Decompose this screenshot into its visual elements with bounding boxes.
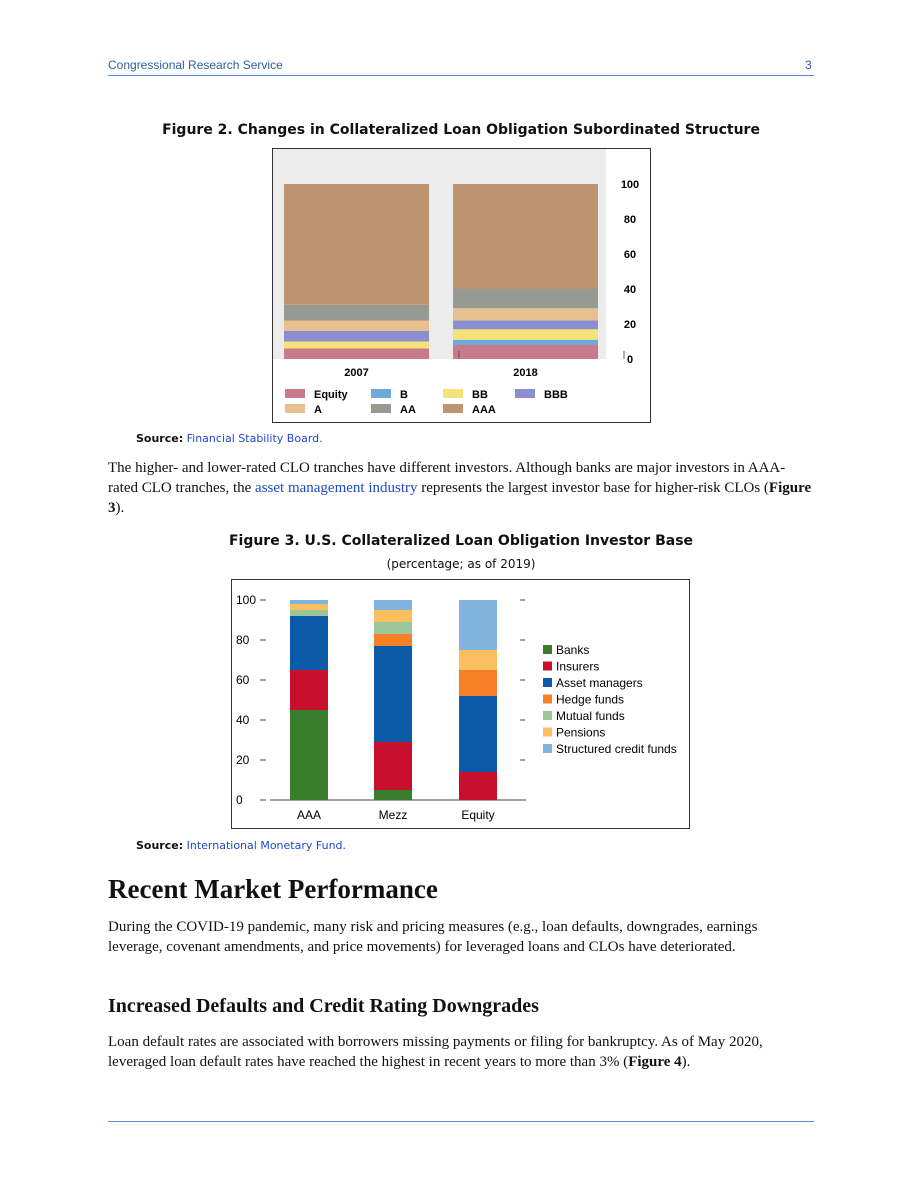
x-tick-label: Equity bbox=[461, 808, 495, 822]
bar-2007-bbb bbox=[284, 331, 429, 342]
legend-swatch-aaa bbox=[443, 404, 463, 413]
bar-equity-structured-credit-funds bbox=[459, 600, 497, 650]
figure2-title: Figure 2. Changes in Collateralized Loan Obligation Subordinated Structure bbox=[162, 122, 760, 138]
figure3-title: Figure 3. U.S. Collateralized Loan Obligation Investor Base bbox=[228, 533, 694, 549]
y-tick-label: 100 bbox=[620, 179, 640, 191]
x-tick-label: Mezz bbox=[378, 808, 408, 822]
y-tick-label: 20 bbox=[236, 753, 250, 767]
legend-swatch-equity bbox=[285, 389, 305, 398]
bar-aaa-pensions bbox=[290, 604, 328, 610]
bar-equity-hedge-funds bbox=[459, 670, 497, 696]
legend-swatch-aa bbox=[371, 404, 391, 413]
bar-2018-b bbox=[453, 340, 598, 345]
bar-2018-bb bbox=[453, 329, 598, 340]
bar-aaa-banks bbox=[290, 710, 328, 800]
figure2-source-label: Source: bbox=[136, 432, 184, 445]
bar-mezz-insurers bbox=[374, 742, 412, 790]
paragraph-defaults bbox=[108, 1032, 814, 1072]
paragraph-market: During the COVID-19 pandemic, many risk and pricing measures (e.g., loan defaults, downgrades, earnings leverage, covenant amendments, and price movements) for leveraged loans and CLOs have deteriorated. bbox=[108, 919, 758, 955]
legend-label: Pensions bbox=[556, 725, 606, 740]
x-tick-label: AAA bbox=[296, 808, 322, 822]
paragraph-investors bbox=[108, 458, 814, 518]
legend-swatch-structured-credit-funds bbox=[543, 744, 552, 753]
legend-label: AA bbox=[400, 404, 416, 416]
figure2-source bbox=[136, 432, 323, 445]
legend-label: Equity bbox=[314, 389, 348, 401]
legend-label: B bbox=[400, 389, 408, 401]
bar-aaa-structured-credit-funds bbox=[290, 600, 328, 604]
header-org: Congressional Research Service bbox=[108, 58, 283, 72]
y-tick-label: 80 bbox=[623, 214, 637, 226]
page-number: 3 bbox=[805, 58, 812, 72]
legend-swatch-pensions bbox=[543, 728, 552, 737]
legend-label: Banks bbox=[556, 643, 590, 657]
bar-2007-bb bbox=[284, 342, 429, 349]
bar-mezz-pensions bbox=[374, 610, 412, 622]
legend-swatch-bb bbox=[443, 389, 463, 398]
bar-2018-bbb bbox=[453, 321, 598, 330]
figure2-source-link[interactable]: Financial Stability Board. bbox=[186, 432, 323, 445]
y-tick-label: 20 bbox=[623, 319, 637, 331]
legend-label: BBB bbox=[544, 389, 568, 401]
legend-label: A bbox=[314, 404, 322, 416]
legend-label: BB bbox=[472, 389, 488, 401]
bar-2007-aaa bbox=[284, 184, 429, 305]
legend-swatch-bbb bbox=[515, 389, 535, 398]
bar-2018-equity bbox=[453, 345, 598, 359]
y-tick-label: 100 bbox=[236, 593, 257, 607]
y-tick-label: 0 bbox=[236, 793, 243, 807]
bar-2018-a bbox=[453, 308, 598, 320]
figure3-subtitle: (percentage; as of 2019) bbox=[386, 557, 536, 571]
x-tick-label: 2018 bbox=[513, 367, 538, 379]
bar-mezz-hedge-funds bbox=[374, 634, 412, 646]
bar-equity-pensions bbox=[459, 650, 497, 670]
figure3-reference: Figure 3 bbox=[108, 480, 812, 516]
asset-management-link[interactable]: asset management industry bbox=[255, 480, 418, 496]
bar-equity-asset-managers bbox=[459, 696, 497, 772]
legend-swatch-hedge-funds bbox=[543, 695, 552, 704]
legend-label: Hedge funds bbox=[556, 692, 625, 707]
bar-aaa-asset-managers bbox=[290, 616, 328, 670]
section-heading-market: Recent Market Performance bbox=[108, 874, 438, 904]
legend-swatch-mutual-funds bbox=[543, 711, 552, 720]
y-tick-label: 60 bbox=[623, 249, 637, 261]
section-heading-defaults: Increased Defaults and Credit Rating Downgrades bbox=[108, 995, 539, 1017]
bar-equity-insurers bbox=[459, 772, 497, 800]
legend-label: Asset managers bbox=[556, 676, 643, 690]
bar-mezz-structured-credit-funds bbox=[374, 600, 412, 610]
x-tick-label: 2007 bbox=[344, 367, 369, 379]
figure3-chart bbox=[232, 580, 689, 828]
bar-aaa-insurers bbox=[290, 670, 328, 710]
legend-swatch-insurers bbox=[543, 662, 552, 671]
y-tick-label: 60 bbox=[236, 673, 250, 687]
figure4-reference: Figure 4 bbox=[628, 1054, 682, 1070]
paragraph-text: Loan default rates are associated with borrowers missing payments or filing for bankruptcy. As of May 2020, leveraged loan default rates have reached the highest in recent years to more than 3% ( bbox=[108, 1034, 763, 1070]
bar-mezz-mutual-funds bbox=[374, 622, 412, 634]
figure3-source bbox=[136, 839, 346, 852]
bar-2007-aa bbox=[284, 305, 429, 321]
paragraph-text: The higher- and lower-rated CLO tranches have different investors. Although banks are major investors in AAA-rated CLO tranches, the bbox=[108, 460, 786, 496]
legend-swatch-a bbox=[285, 404, 305, 413]
legend-label: Insurers bbox=[556, 659, 600, 674]
paragraph-text: ). bbox=[681, 1054, 691, 1070]
legend-swatch-b bbox=[371, 389, 391, 398]
y-tick-label: 0 bbox=[626, 354, 634, 366]
bar-mezz-banks bbox=[374, 790, 412, 800]
figure3-source-label: Source: bbox=[136, 839, 184, 852]
bar-2018-aa bbox=[453, 289, 598, 308]
figure3-frame bbox=[231, 579, 690, 829]
figure3-source-link[interactable]: International Monetary Fund. bbox=[186, 839, 347, 852]
y-tick-label: 40 bbox=[236, 713, 250, 727]
legend-label: Structured credit funds bbox=[556, 742, 677, 756]
header-rule bbox=[108, 75, 814, 76]
figure2-frame bbox=[272, 148, 651, 423]
paragraph-text: ). bbox=[115, 500, 125, 516]
footer-rule bbox=[108, 1121, 814, 1122]
legend-swatch-banks bbox=[543, 645, 552, 654]
y-tick-label: 40 bbox=[623, 284, 637, 296]
bar-2007-equity bbox=[284, 349, 429, 360]
bar-2007-a bbox=[284, 321, 429, 332]
legend-swatch-asset-managers bbox=[543, 678, 552, 687]
paragraph-text: represents the largest investor base for higher-risk CLOs ( bbox=[417, 480, 769, 496]
legend-label: Mutual funds bbox=[556, 709, 625, 723]
y-tick-label: 80 bbox=[236, 633, 250, 647]
bar-aaa-mutual-funds bbox=[290, 610, 328, 616]
bar-2018-aaa bbox=[453, 184, 598, 289]
legend-label: AAA bbox=[472, 404, 496, 416]
figure2-chart bbox=[273, 149, 650, 422]
bar-mezz-asset-managers bbox=[374, 646, 412, 742]
